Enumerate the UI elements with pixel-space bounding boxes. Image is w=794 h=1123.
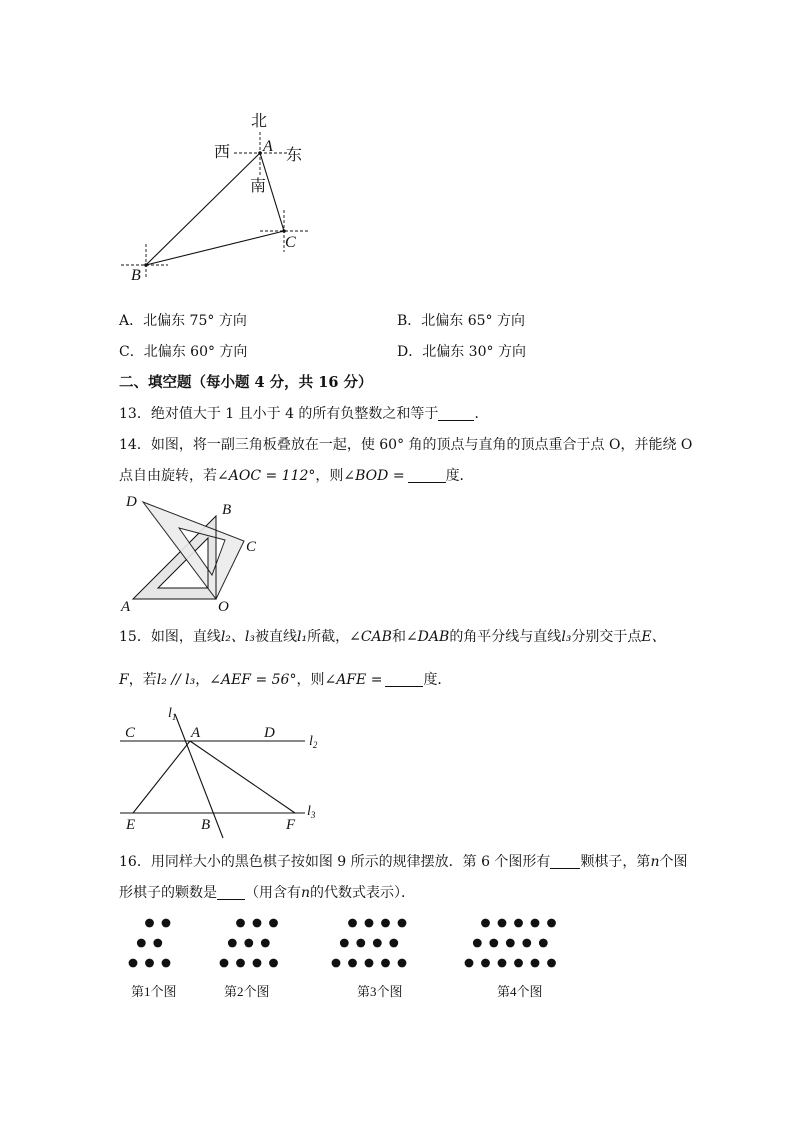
question-16-line1: [119, 852, 687, 872]
fig14-label-d: D: [126, 494, 137, 510]
chess-piece-dot: [365, 959, 374, 968]
q14-text-b: ，则: [315, 468, 344, 484]
chess-piece-dot: [253, 919, 262, 928]
q16-text-f: 的代数式表示）．: [310, 885, 416, 901]
chess-piece-dot: [340, 939, 349, 948]
caption-figure-3: 第3个图: [357, 984, 403, 999]
question-15-line2: [119, 670, 451, 690]
q14-angle-aoc: ∠AOC = 112°: [217, 468, 316, 484]
figure-triangle-rulers: [115, 490, 265, 614]
fig15-label-c: C: [125, 725, 136, 741]
q15-text-f: 分别交于点: [571, 629, 642, 645]
figure-compass-triangle: [110, 104, 320, 284]
q14-answer-blank[interactable]: [408, 468, 446, 483]
q16-text-b: 颗棋子，第: [580, 854, 651, 870]
chess-piece-dot: [145, 919, 154, 928]
question-14-line1: 14．如图，将一副三角板叠放在一起，使 60° 角的顶点与直角的顶点重合于点 O，并能绕 O: [119, 437, 693, 453]
q16-var-n-2: n: [301, 885, 311, 901]
chess-piece-dot: [261, 939, 270, 948]
q15-angle-dab: ∠DAB: [405, 629, 450, 645]
chess-piece-dot: [539, 939, 548, 948]
caption-figure-2: 第2个图: [224, 984, 270, 999]
fig14-label-a: A: [121, 599, 131, 614]
option-c[interactable]: [119, 342, 247, 362]
chess-piece-dot: [228, 939, 237, 948]
chess-piece-dot: [473, 939, 482, 948]
question-15-line1: [119, 627, 666, 647]
q15-text-d: 和: [391, 629, 406, 645]
question-13: [119, 404, 488, 424]
option-a-text: A．北偏东 75° 方向: [119, 313, 247, 329]
section-title: 二、填空题（每小题 4 分，共 16 分）: [119, 374, 373, 391]
chess-piece-dot: [489, 939, 498, 948]
q15-text-c: 所截，: [307, 629, 350, 645]
chess-piece-dot: [365, 919, 374, 928]
q15-text-b: 被直线: [255, 629, 298, 645]
chess-piece-dot: [145, 959, 154, 968]
q13-text: 13．绝对值大于 1 且小于 4 的所有负整数之和等于: [119, 406, 439, 422]
q15-angle-afe: ∠AFE =: [324, 672, 383, 688]
q15-math-l3: l₃: [561, 629, 572, 645]
chess-piece-dot: [506, 939, 515, 948]
figure-parallel-lines: [115, 700, 335, 840]
chess-piece-dot: [547, 959, 556, 968]
fig15-label-d: D: [264, 725, 275, 741]
q16-var-n: n: [650, 854, 660, 870]
q15-angle-cab: ∠CAB: [349, 629, 392, 645]
q16-answer-blank-1[interactable]: [550, 854, 580, 869]
q13-answer-blank[interactable]: [438, 406, 474, 421]
option-d-text: D．北偏东 30° 方向: [397, 344, 526, 360]
fig15-label-l2: $l_2$: [309, 734, 318, 750]
q15-text-e: 的角平分线与直线: [449, 629, 562, 645]
chess-piece-dot: [236, 919, 245, 928]
q15-text-i: ，则: [296, 672, 325, 688]
q15-parallel: l₂ // l₃: [156, 672, 196, 688]
chess-piece-dot: [389, 939, 398, 948]
fig1-north-label: 北: [251, 113, 268, 130]
chess-piece-dot: [531, 959, 540, 968]
fig15-label-f: F: [286, 817, 296, 833]
q15-math-e: E、: [641, 629, 666, 645]
chess-piece-dot: [522, 939, 531, 948]
option-b-text: B．北偏东 65° 方向: [397, 313, 526, 329]
fig15-label-l3: $l_3$: [307, 804, 316, 820]
chess-piece-dot: [253, 959, 262, 968]
q15-math-l2l3: l₂、l₃: [220, 629, 256, 645]
chess-piece-dot: [236, 959, 245, 968]
chess-piece-dot: [398, 919, 407, 928]
q13-period: ．: [474, 406, 489, 422]
fig14-label-o: O: [218, 599, 229, 614]
chess-piece-dot: [398, 959, 407, 968]
q15-text-g: ，若: [128, 672, 157, 688]
q16-text-e: （用含有: [245, 885, 301, 901]
option-c-text: C．北偏东 60° 方向: [119, 344, 248, 360]
chess-piece-dot: [348, 959, 357, 968]
chess-piece-dot: [547, 919, 556, 928]
q16-text-a: 16．用同样大小的黑色棋子按如图 9 所示的规律摆放．第 6 个图形有: [119, 854, 551, 870]
chess-piece-dot: [481, 959, 490, 968]
chess-piece-dot: [373, 939, 382, 948]
q16-answer-blank-2[interactable]: [217, 885, 245, 900]
q15-text-a: 15．如图，直线: [119, 629, 221, 645]
q15-answer-blank[interactable]: [385, 672, 423, 687]
q14-text-a: 点自由旋转，若: [119, 468, 217, 484]
chess-piece-dot: [498, 919, 507, 928]
figure-dot-patterns: [120, 910, 600, 1005]
fig1-point-c: C: [285, 234, 296, 251]
chess-piece-dot: [514, 919, 523, 928]
chess-piece-dot: [269, 919, 278, 928]
chess-piece-dot: [381, 959, 390, 968]
q14-text-c: 度．: [445, 468, 474, 484]
fig1-west-label: 西: [214, 144, 231, 161]
fig1-east-label: 东: [286, 147, 303, 164]
chess-piece-dot: [162, 959, 171, 968]
q15-text-j: 度．: [423, 672, 452, 688]
fig15-label-b: B: [201, 817, 211, 833]
q15-angle-aef: ∠AEF = 56°: [209, 672, 297, 688]
chess-piece-dot: [348, 919, 357, 928]
chess-piece-dot: [514, 959, 523, 968]
fig14-label-b: B: [222, 502, 232, 518]
option-a[interactable]: [119, 311, 247, 331]
chess-piece-dot: [220, 959, 229, 968]
question-14-line2: [119, 466, 474, 486]
chess-piece-dot: [356, 939, 365, 948]
option-b[interactable]: [397, 311, 525, 331]
caption-figure-1: 第1个图: [131, 984, 177, 999]
q14-angle-bod: ∠BOD =: [343, 468, 405, 484]
fig15-label-l1: $l_1$: [168, 706, 177, 722]
chess-piece-dot: [129, 959, 138, 968]
question-16-line2: [119, 883, 415, 903]
fig15-label-e: E: [126, 817, 136, 833]
caption-figure-4: 第4个图: [497, 984, 543, 999]
fig1-south-label: 南: [250, 178, 267, 195]
chess-piece-dot: [137, 939, 146, 948]
fig1-point-b: B: [131, 267, 141, 284]
chess-piece-dot: [244, 939, 253, 948]
q15-text-h: ，: [195, 672, 210, 688]
q16-text-c: 个图: [659, 854, 688, 870]
chess-piece-dot: [498, 959, 507, 968]
chess-piece-dot: [153, 939, 162, 948]
chess-piece-dot: [381, 919, 390, 928]
q16-text-d: 形棋子的颗数是: [119, 885, 217, 901]
chess-piece-dot: [162, 919, 171, 928]
chess-piece-dot: [481, 919, 490, 928]
fig15-label-a: A: [191, 725, 201, 741]
option-d[interactable]: [397, 342, 526, 362]
fig1-point-a: A: [263, 138, 273, 155]
chess-piece-dot: [465, 959, 474, 968]
fig14-label-c: C: [246, 539, 257, 555]
q15-math-f: F: [119, 672, 129, 688]
chess-piece-dot: [531, 919, 540, 928]
chess-piece-dot: [269, 959, 278, 968]
q15-math-l1: l₁: [297, 629, 308, 645]
chess-piece-dot: [332, 959, 341, 968]
